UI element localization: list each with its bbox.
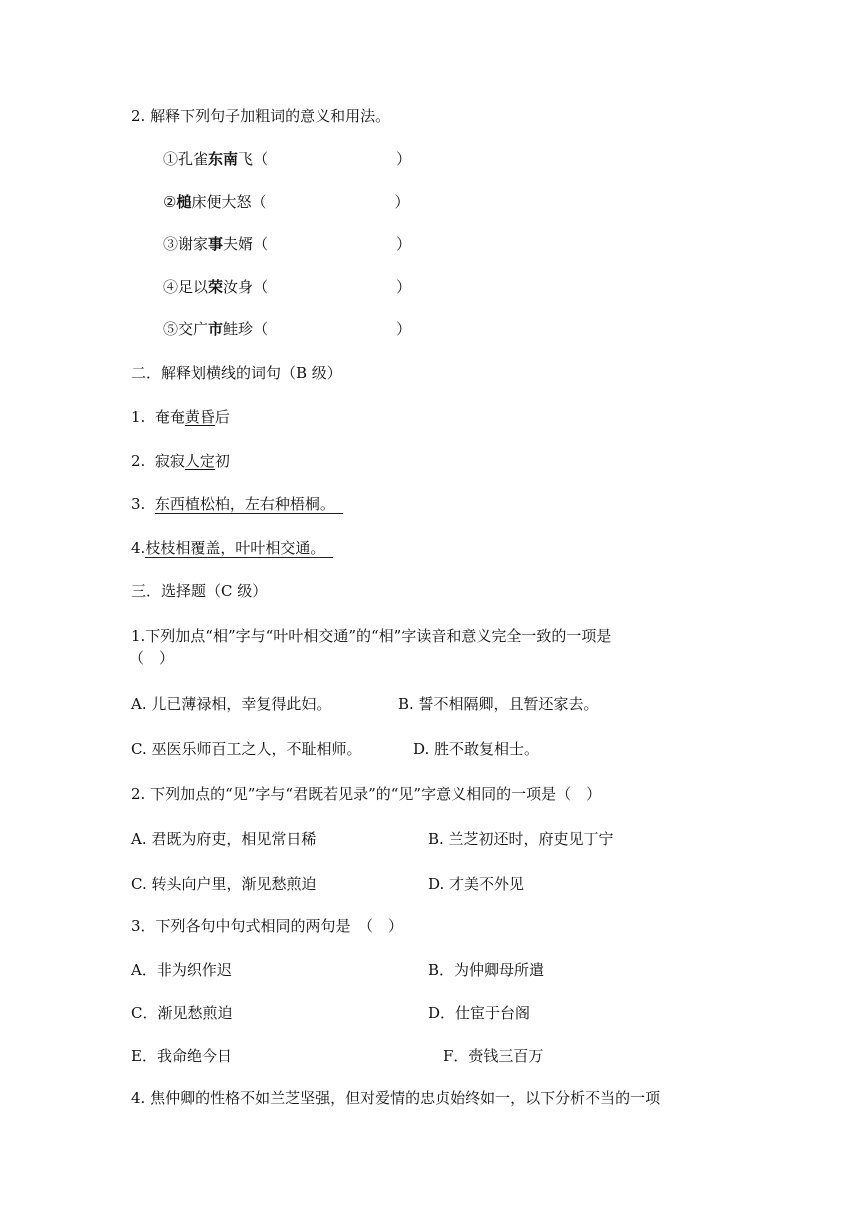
q3-1-option-a: A. 儿已薄禄相，幸复得此妇。 [131, 695, 332, 713]
q2-item-5: ⑤交广市鲑珍（ ） [163, 320, 412, 338]
q3-2-stem: 2. 下列加点的“见”字与“君既若见录”的“见”字意义相同的一项是（ ） [131, 785, 602, 803]
q2-item-1: ①孔雀东南飞（ ） [163, 150, 412, 168]
q3-3-option-a: A．非为织作迟 [131, 961, 232, 979]
q3-2-option-c: C. 转头向户里，渐见愁煎迫 [131, 875, 317, 893]
q3-3-option-b: B．为仲卿母所遣 [428, 961, 545, 979]
underlined-phrase: 东西植松柏，左右种梧桐。 [155, 495, 343, 514]
section-3-title: 三．选择题（C 级） [131, 582, 268, 600]
bold-word: 槌 [176, 193, 192, 211]
q2-item-3: ③谢家事夫婿（ ） [163, 235, 412, 253]
q2-item-4: ④足以荣汝身（ ） [163, 278, 412, 296]
q2-item-2: ②槌床便大怒（ ） [163, 193, 410, 211]
q3-3-option-f: F．赍钱三百万 [443, 1047, 544, 1065]
q3-2-option-d: D. 才美不外见 [428, 875, 525, 893]
bold-word: 荣 [208, 278, 224, 296]
q3-3-option-d: D．仕宦于台阁 [428, 1004, 531, 1022]
q3-2-option-a: A. 君既为府吏，相见常日稀 [131, 830, 317, 848]
sec2-item-2: 2. 寂寂人定初 [131, 452, 230, 470]
q3-1-option-c: C. 巫医乐师百工之人，不耻相师。 [131, 740, 362, 758]
section-2-title: 二．解释划横线的词句（B 级） [131, 364, 342, 382]
sec2-item-4: 4.枝枝相覆盖，叶叶相交通。 [131, 538, 333, 558]
q3-4-stem: 4. 焦仲卿的性格不如兰芝坚强，但对爱情的忠贞始终如一，以下分析不当的一项 [131, 1089, 661, 1107]
sec2-item-3: 3. 东西植松柏，左右种梧桐。 [131, 494, 343, 514]
bold-word: 事 [208, 235, 224, 253]
underlined-phrase: 黄昏 [184, 408, 215, 426]
q3-1-stem: 1.下列加点“相”字与“叶叶相交通”的“相”字读音和意义完全一致的一项是 [131, 627, 612, 645]
q2-title: 2. 解释下列句子加粗词的意义和用法。 [131, 107, 391, 125]
sec2-item-1: 1. 奄奄黄昏后 [131, 408, 230, 426]
q3-1-option-b: B. 誓不相隔卿，且暂还家去。 [398, 695, 599, 713]
underlined-phrase: 枝枝相覆盖，叶叶相交通。 [145, 539, 333, 558]
q3-3-option-e: E．我命绝今日 [131, 1047, 232, 1065]
bold-word: 市 [208, 320, 224, 338]
q3-3-option-c: C．渐见愁煎迫 [131, 1004, 233, 1022]
q3-2-option-b: B. 兰芝初还时，府吏见丁宁 [428, 830, 614, 848]
underlined-phrase: 人定 [184, 452, 215, 470]
bold-word: 东南 [208, 150, 239, 168]
q3-1-answer-paren: （ ） [129, 649, 175, 667]
q3-1-option-d: D. 胜不敢复相士。 [413, 740, 540, 758]
q3-3-stem: 3．下列各句中句式相同的两句是 （ ） [131, 917, 404, 935]
